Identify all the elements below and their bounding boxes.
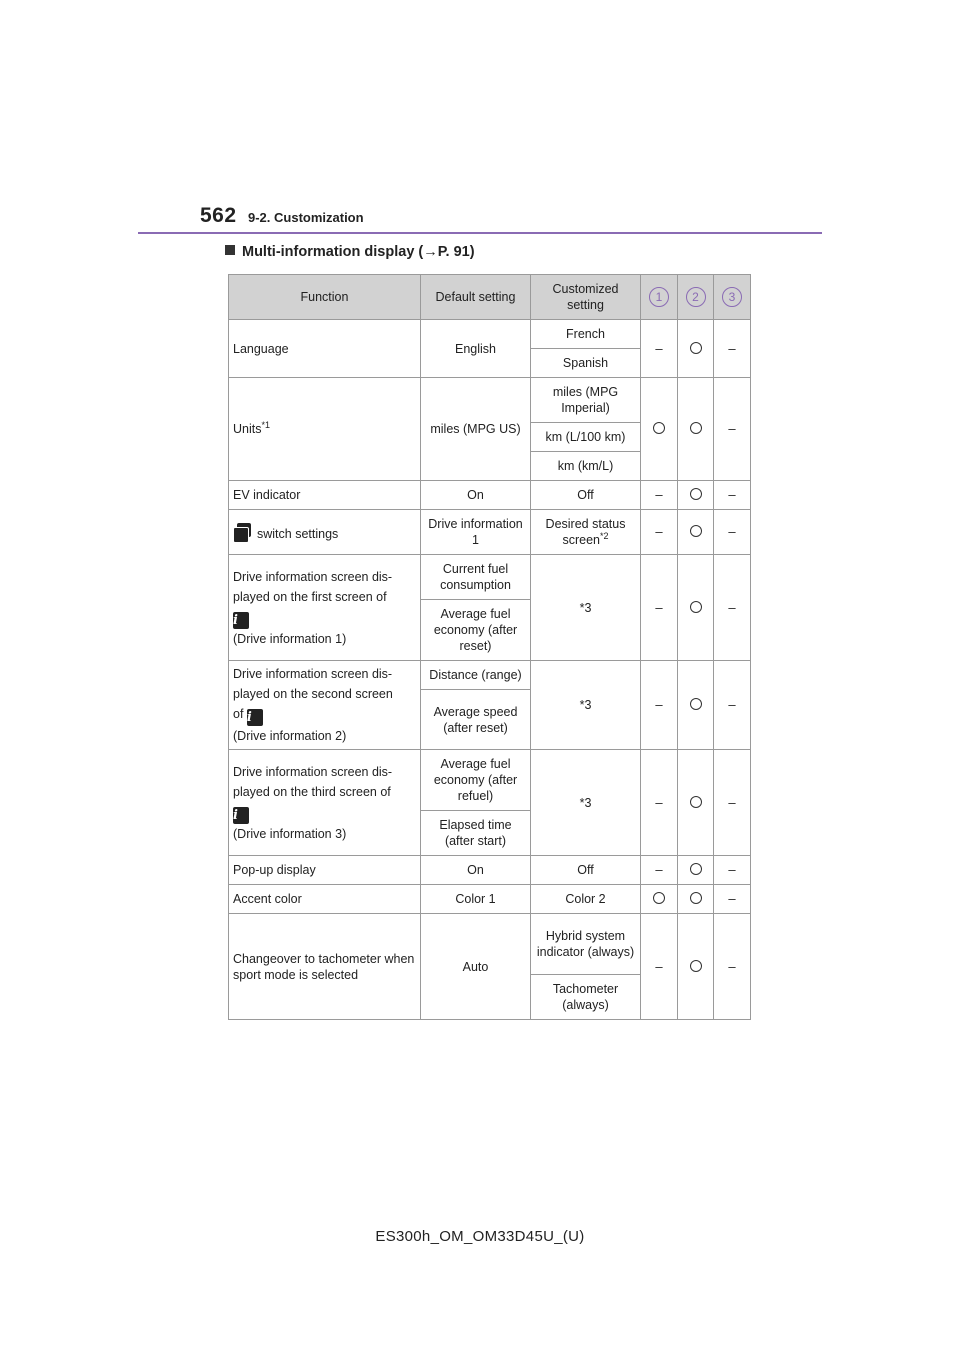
circle-mark-icon [690,698,702,710]
table-row [229,481,751,510]
column-header-1 [641,275,678,320]
mark-dash: – [714,914,751,1020]
subsection-heading [225,244,475,260]
mark-circle [678,481,714,510]
footnote-marker: *2 [600,530,609,541]
customized-cell: *3 [531,661,641,750]
mark-dash: – [714,750,751,856]
customized-cell: Off [531,481,641,510]
customized-cell: French [531,320,641,349]
circle-mark-icon [690,422,702,434]
circle-mark-icon [653,892,665,904]
customization-table [228,274,751,1020]
mark-dash: – [714,378,751,481]
column-header-2 [678,275,714,320]
mark-circle [641,885,678,914]
function-cell [229,555,421,661]
subsection-title: Multi-information display (→P. 91) [242,244,475,260]
function-cell [229,510,421,555]
customized-cell: miles (MPG Imperial) [531,378,641,423]
mark-dash: – [641,661,678,750]
function-cell: EV indicator [229,481,421,510]
default-cell: Elapsed time (after start) [421,811,531,856]
mark-circle [678,510,714,555]
function-cell: Accent color [229,885,421,914]
circle-mark-icon [690,863,702,875]
mark-dash: – [714,555,751,661]
mark-dash: – [714,885,751,914]
mark-dash: – [641,555,678,661]
info-icon: i [233,807,249,824]
mark-circle [678,856,714,885]
circled-number-1: 1 [649,287,669,307]
mark-dash: – [641,856,678,885]
footnote-marker: *1 [261,419,270,430]
display-switch-icon [233,523,251,541]
mark-circle [678,555,714,661]
customized-cell: Color 2 [531,885,641,914]
function-line: (Drive information 3) [233,826,347,841]
default-cell: Drive information 1 [421,510,531,555]
customized-cell: Off [531,856,641,885]
function-line: (Drive information 1) [233,631,347,646]
function-line: played on the first screen of [233,589,387,604]
circle-mark-icon [690,960,702,972]
default-cell: Color 1 [421,885,531,914]
column-header-customized: Customized setting [531,275,641,320]
default-cell: English [421,320,531,378]
table-row [229,320,751,349]
customized-cell: Spanish [531,349,641,378]
info-icon-line [233,704,416,726]
mark-dash: – [714,481,751,510]
function-cell: Language [229,320,421,378]
default-cell: Average speed (after reset) [421,690,531,750]
customized-cell: km (L/100 km) [531,423,641,452]
mark-circle [678,378,714,481]
info-icon-line [233,802,416,824]
function-line: Drive information screen dis- [233,569,393,584]
default-cell: Average fuel economy (after refuel) [421,750,531,811]
mark-dash: – [641,481,678,510]
info-icon-line [233,607,416,629]
circle-mark-icon [690,892,702,904]
mark-dash: – [714,320,751,378]
table-row [229,510,751,555]
default-cell: Auto [421,914,531,1020]
circle-mark-icon [690,488,702,500]
square-bullet-icon [225,245,235,255]
mark-dash: – [641,320,678,378]
mark-circle [641,378,678,481]
circle-mark-icon [690,525,702,537]
table-row [229,555,751,600]
page-number: 562 [200,204,237,227]
circle-mark-icon [690,796,702,808]
table-row [229,661,751,690]
column-header-function: Function [229,275,421,320]
table-row [229,885,751,914]
circle-mark-icon [690,601,702,613]
table-row [229,856,751,885]
circle-mark-icon [653,422,665,434]
function-cell: Pop-up display [229,856,421,885]
default-cell: On [421,856,531,885]
default-cell: On [421,481,531,510]
mark-dash: – [641,750,678,856]
mark-circle [678,320,714,378]
function-cell [229,378,421,481]
function-cell: Changeover to tachometer when sport mode is selected [229,914,421,1020]
function-label: Units [233,422,262,436]
mark-circle [678,661,714,750]
circled-number-3: 3 [722,287,742,307]
info-icon: i [233,612,249,629]
function-of: of [233,707,244,721]
mark-dash: – [641,914,678,1020]
mark-dash: – [714,856,751,885]
function-line: played on the second screen [233,687,393,701]
customized-cell [531,510,641,555]
mark-dash: – [641,510,678,555]
customized-label: Desired status screen [545,517,626,547]
mark-dash: – [714,661,751,750]
mark-circle [678,885,714,914]
column-header-3 [714,275,751,320]
table-row [229,914,751,975]
mark-circle [678,914,714,1020]
section-title: 9-2. Customization [248,210,364,225]
customized-cell: *3 [531,555,641,661]
function-cell [229,661,421,750]
function-label: switch settings [257,526,339,541]
function-line: Drive information screen dis- [233,667,393,681]
customized-cell: Hybrid system indicator (always) [531,914,641,975]
table-row [229,378,751,423]
customized-cell: km (km/L) [531,452,641,481]
function-line: Drive information screen dis- [233,764,393,779]
customized-cell: *3 [531,750,641,856]
document-footer: ES300h_OM_OM33D45U_(U) [375,1228,585,1245]
customized-cell: Tachometer (always) [531,975,641,1020]
default-cell: Distance (range) [421,661,531,690]
default-cell: Average fuel economy (after reset) [421,600,531,661]
circled-number-2: 2 [686,287,706,307]
header-divider [138,232,822,234]
info-icon: i [247,709,263,726]
function-line: played on the third screen of [233,784,391,799]
default-cell: Current fuel consumption [421,555,531,600]
circle-mark-icon [690,342,702,354]
default-cell: miles (MPG US) [421,378,531,481]
column-header-default: Default setting [421,275,531,320]
table-row [229,750,751,811]
table-header-row [229,275,751,320]
function-line: (Drive information 2) [233,729,347,743]
mark-circle [678,750,714,856]
function-cell [229,750,421,856]
mark-dash: – [714,510,751,555]
